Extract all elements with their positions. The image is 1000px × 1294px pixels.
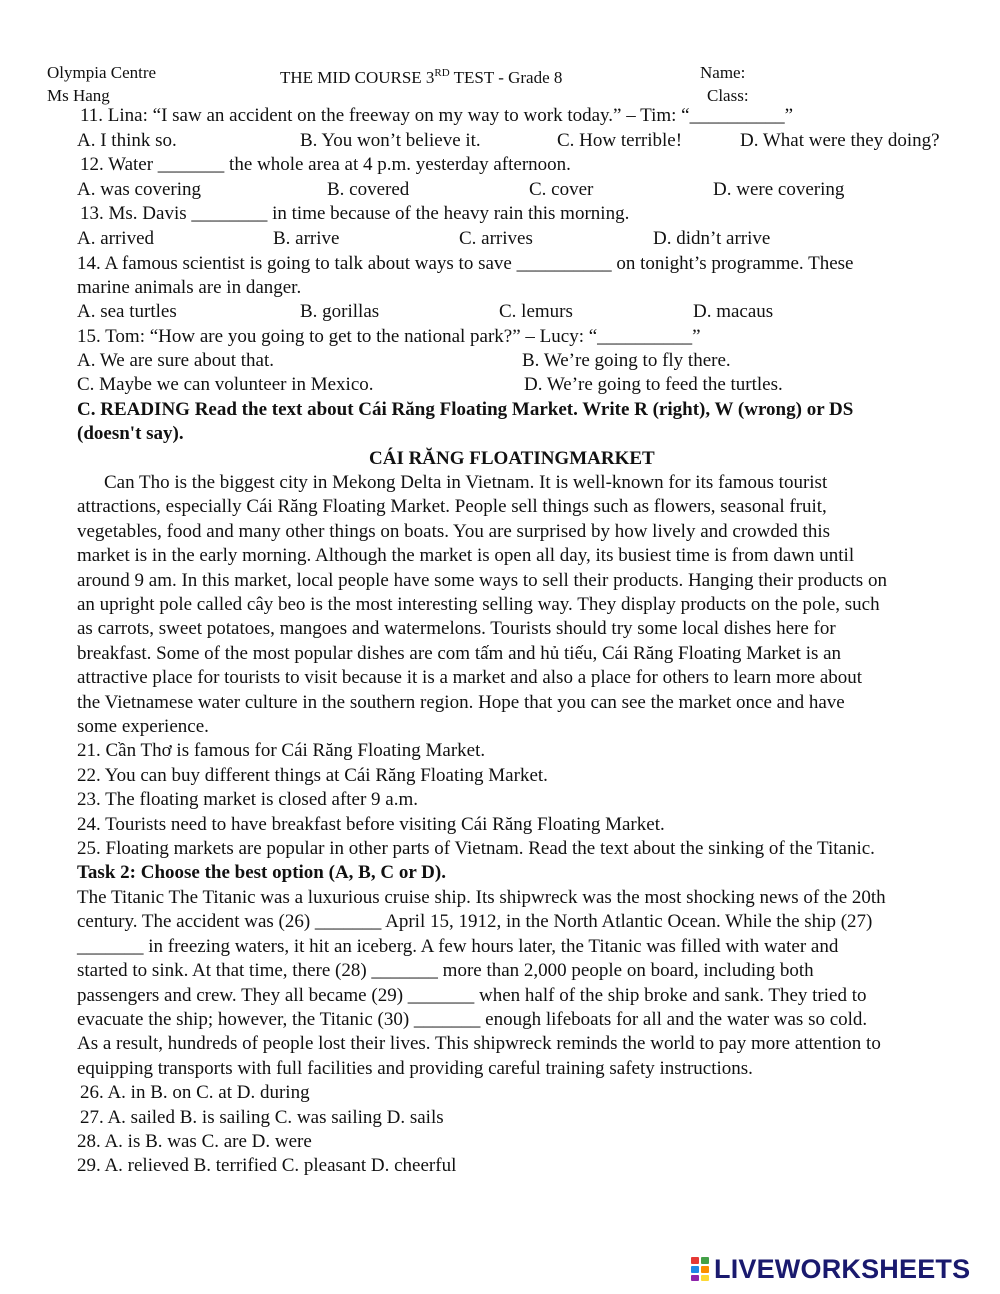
q11-option-c: C. How terrible! <box>557 130 683 151</box>
q12-option-d: D. were covering <box>713 179 845 200</box>
reading-passage-line: attractive place for tourists to visit because it is a market and also a place for others to learn more about <box>77 667 863 688</box>
test-title-main: THE MID COURSE 3 <box>280 68 435 87</box>
q13-option-a: A. arrived <box>77 228 155 249</box>
task2-passage-line: evacuate the ship; however, the Titanic (30) _______ enough lifeboats for all and the water was so cold. <box>77 1009 868 1030</box>
reading-passage-line: market is in the early morning. Although the market is open all day, its busiest time is from dawn until <box>77 545 855 566</box>
class-label: Class: <box>707 86 749 105</box>
q12-option-c: C. cover <box>529 179 594 200</box>
liveworksheets-logo-icon <box>690 1256 710 1282</box>
q11-option-a: A. I think so. <box>77 130 177 151</box>
test-title-rest: TEST - Grade 8 <box>449 68 563 87</box>
reading-passage-line: as carrots, sweet potatoes, mangoes and watermelons. Tourists should try some local dishes here for <box>77 618 836 639</box>
reading-passage-line: some experience. <box>77 716 209 737</box>
reading-passage-line: breakfast. Some of the most popular dishes are com tấm and hủ tiếu, Cái Răng Floating Market is an <box>77 643 842 664</box>
reading-passage-line: around 9 am. In this market, local people have some ways to sell their products. Hanging their products on <box>77 570 887 591</box>
question-27-options: 27. A. sailed B. is sailing C. was sailing D. sails <box>80 1107 444 1128</box>
q12-stem: 12. Water _______ the whole area at 4 p.m. yesterday afternoon. <box>80 154 571 175</box>
liveworksheets-logo <box>690 1254 970 1284</box>
task2-passage-line: equipping transports with full facilities and providing careful training safety instructions. <box>77 1058 753 1079</box>
reading-instruction-line2: (doesn't say). <box>77 423 184 444</box>
reading-title: CÁI RĂNG FLOATINGMARKET <box>369 448 655 469</box>
statement-21: 21. Cần Thơ is famous for Cái Răng Floating Market. <box>77 740 486 761</box>
q15-option-a: A. We are sure about that. <box>77 350 275 371</box>
q14-option-b: B. gorillas <box>300 301 380 322</box>
q14-option-a: A. sea turtles <box>77 301 177 322</box>
q14-option-c: C. lemurs <box>499 301 573 322</box>
question-28-options: 28. A. is B. was C. are D. were <box>77 1131 312 1152</box>
q12-option-b: B. covered <box>327 179 410 200</box>
task2-passage-line: As a result, hundreds of people lost their lives. This shipwreck reminds the world to pay more attention to <box>77 1033 881 1054</box>
task2-passage-line: century. The accident was (26) _______ April 15, 1912, in the North Atlantic Ocean. While the ship (27) <box>77 911 873 932</box>
test-title <box>280 61 562 90</box>
reading-instruction-line1: C. READING Read the text about Cái Răng Floating Market. Write R (right), W (wrong) or DS <box>77 399 854 420</box>
q15-stem: 15. Tom: “How are you going to get to the national park?” – Lucy: “__________” <box>77 326 701 347</box>
q14-stem-line1: 14. A famous scientist is going to talk about ways to save __________ on tonight’s programme. These <box>77 253 854 274</box>
task2-passage-line: started to sink. At that time, there (28) _______ more than 2,000 people on board, including both <box>77 960 814 981</box>
q15-option-c: C. Maybe we can volunteer in Mexico. <box>77 374 374 395</box>
reading-passage-line: the Vietnamese water culture in the southern region. Hope that you can see the market once and have <box>77 692 845 713</box>
q12-option-a: A. was covering <box>77 179 201 200</box>
statement-22: 22. You can buy different things at Cái Răng Floating Market. <box>77 765 548 786</box>
q15-option-b: B. We’re going to fly there. <box>522 350 731 371</box>
task2-passage-line: The Titanic The Titanic was a luxurious cruise ship. Its shipwreck was the most shocking news of the 20th <box>77 887 886 908</box>
q11-option-b: B. You won’t believe it. <box>300 130 481 151</box>
school-name: Olympia Centre <box>47 63 157 82</box>
reading-passage-line: attractions, especially Cái Răng Floating Market. People sell things such as flowers, seasonal fruit, <box>77 496 827 517</box>
q14-option-d: D. macaus <box>693 301 774 322</box>
reading-passage-line: an upright pole called cây beo is the most interesting selling way. They display products on the pole, such <box>77 594 880 615</box>
name-label: Name: <box>700 63 746 82</box>
q11-option-d: D. What were they doing? <box>740 130 940 151</box>
statement-25: 25. Floating markets are popular in other parts of Vietnam. Read the text about the sinking of the Titanic. <box>77 838 875 859</box>
q11-stem: 11. Lina: “I saw an accident on the freeway on my way to work today.” – Tim: “__________” <box>80 105 794 126</box>
q15-option-d: D. We’re going to feed the turtles. <box>524 374 783 395</box>
test-title-sup: RD <box>434 67 450 79</box>
q13-option-b: B. arrive <box>273 228 340 249</box>
q14-stem-line2: marine animals are in danger. <box>77 277 302 298</box>
teacher-name: Ms Hang <box>47 86 110 105</box>
task2-heading: Task 2: Choose the best option (A, B, C or D). <box>77 862 446 883</box>
question-26-options: 26. A. in B. on C. at D. during <box>80 1082 310 1103</box>
q13-option-c: C. arrives <box>459 228 533 249</box>
task2-passage-line: _______ in freezing waters, it hit an iceberg. A few hours later, the Titanic was filled with water and <box>77 936 839 957</box>
q13-stem: 13. Ms. Davis ________ in time because of the heavy rain this morning. <box>80 203 630 224</box>
statement-24: 24. Tourists need to have breakfast before visiting Cái Răng Floating Market. <box>77 814 665 835</box>
question-29-options: 29. A. relieved B. terrified C. pleasant D. cheerful <box>77 1155 457 1176</box>
reading-passage-line: vegetables, food and many other things on boats. You are surprised by how lively and crowded this <box>77 521 831 542</box>
reading-passage-line: Can Tho is the biggest city in Mekong Delta in Vietnam. It is well-known for its famous tourist <box>104 472 828 493</box>
task2-passage-line: passengers and crew. They all became (29) _______ when half of the ship broke and sank. They tried to <box>77 985 867 1006</box>
liveworksheets-logo-text: LIVEWORKSHEETS <box>714 1253 971 1284</box>
q13-option-d: D. didn’t arrive <box>653 228 771 249</box>
statement-23: 23. The floating market is closed after 9 a.m. <box>77 789 419 810</box>
